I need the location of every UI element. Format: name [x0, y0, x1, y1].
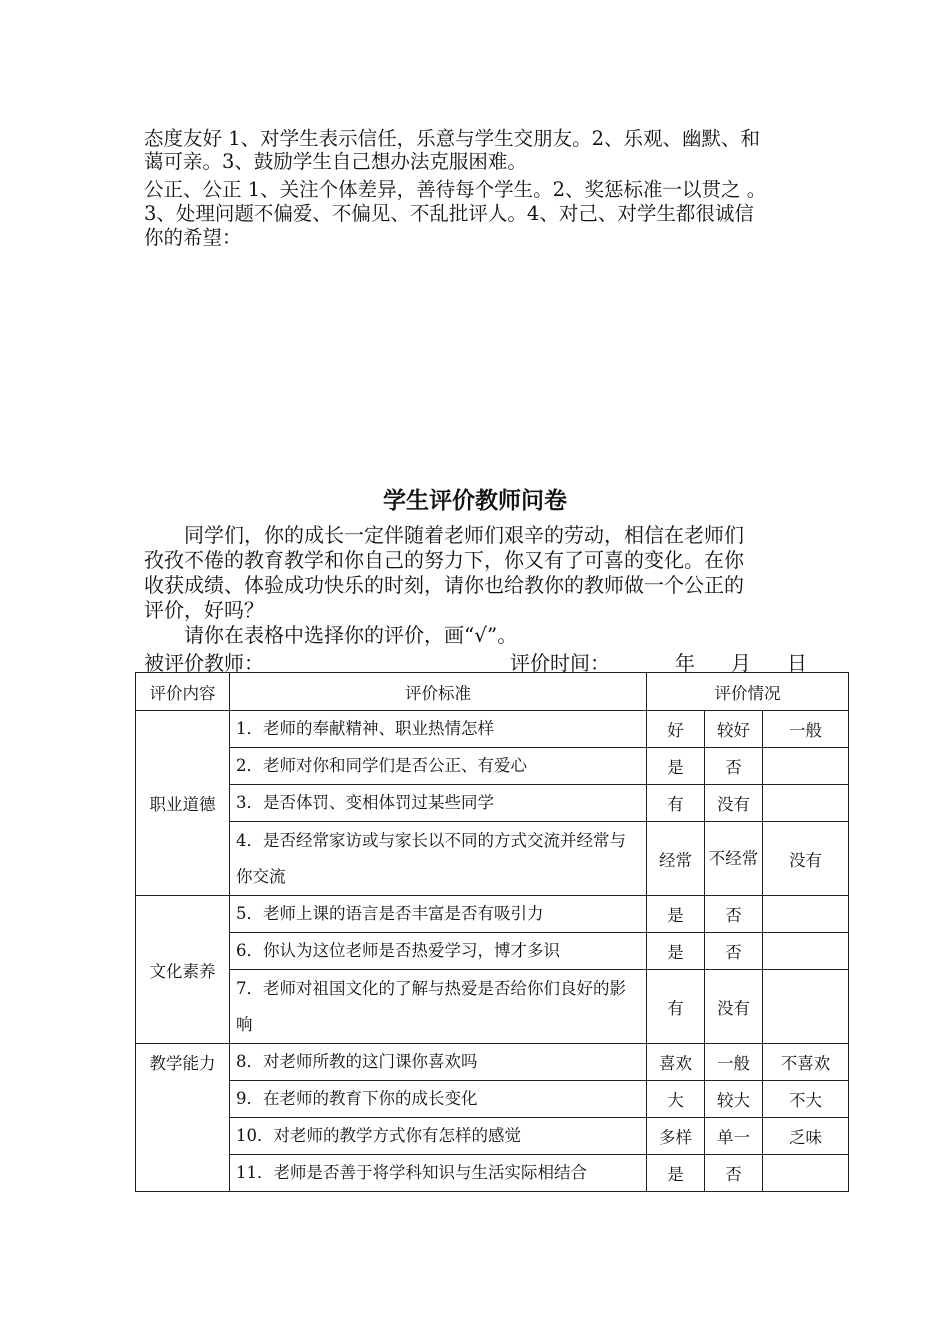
- criterion-cell: 5．老师上课的语言是否丰富是否有吸引力: [230, 896, 647, 933]
- option-cell[interactable]: 较大: [705, 1081, 763, 1118]
- option-cell[interactable]: 否: [705, 933, 763, 970]
- option-cell[interactable]: 是: [647, 748, 705, 785]
- table-row: [136, 711, 849, 748]
- time-label: 评价时间：: [510, 651, 610, 675]
- option-cell[interactable]: [763, 748, 849, 785]
- criterion-cell: 8．对老师所教的这门课你喜欢吗: [230, 1044, 647, 1081]
- option-cell[interactable]: [763, 933, 849, 970]
- survey-table: [135, 672, 849, 1192]
- option-cell[interactable]: 一般: [763, 711, 849, 748]
- intro-line: 同学们，你的成长一定伴随着老师们艰辛的劳动，相信在老师们: [144, 523, 744, 547]
- table-row: [136, 1044, 849, 1081]
- category-cell: 职业道德: [136, 711, 230, 896]
- option-cell[interactable]: 不喜欢: [763, 1044, 849, 1081]
- option-cell[interactable]: 有: [647, 785, 705, 822]
- option-cell[interactable]: 是: [647, 896, 705, 933]
- criterion-cell: 6．你认为这位老师是否热爱学习，博才多识: [230, 933, 647, 970]
- option-cell[interactable]: 单一: [705, 1118, 763, 1155]
- option-cell[interactable]: [763, 785, 849, 822]
- header-content: 评价内容: [136, 673, 230, 711]
- table-header-row: [136, 673, 849, 711]
- option-cell[interactable]: [763, 970, 849, 1044]
- option-cell[interactable]: 不大: [763, 1081, 849, 1118]
- option-cell[interactable]: 经常: [647, 822, 705, 896]
- header-criteria: 评价标准: [230, 673, 647, 711]
- month-label: 月: [731, 651, 751, 675]
- criterion-cell: 9．在老师的教育下你的成长变化: [230, 1081, 647, 1118]
- table-row: [136, 896, 849, 933]
- page-title: 学生评价教师问卷: [383, 487, 567, 514]
- option-cell[interactable]: [763, 896, 849, 933]
- option-cell[interactable]: 否: [705, 1155, 763, 1192]
- option-cell[interactable]: 好: [647, 711, 705, 748]
- option-cell[interactable]: 没有: [705, 785, 763, 822]
- criterion-cell: 3．是否体罚、变相体罚过某些同学: [230, 785, 647, 822]
- year-label: 年: [675, 651, 695, 675]
- table-row: [136, 1118, 849, 1155]
- option-cell[interactable]: 是: [647, 933, 705, 970]
- option-cell[interactable]: 有: [647, 970, 705, 1044]
- intro-line: 评价，好吗？: [144, 598, 264, 622]
- teacher-label: 被评价教师：: [144, 651, 264, 675]
- criterion-cell: 1．老师的奉献精神、职业热情怎样: [230, 711, 647, 748]
- table-row: [136, 933, 849, 970]
- text-line: 蔼可亲。3、鼓励学生自己想办法克服困难。: [144, 150, 527, 173]
- text-line: 3、处理问题不偏爱、不偏见、不乱批评人。4、对己、对学生都很诚信: [144, 202, 754, 225]
- category-cell: 文化素养: [136, 896, 230, 1044]
- option-cell[interactable]: 乏味: [763, 1118, 849, 1155]
- intro-line: 请你在表格中选择你的评价，画“√”。: [144, 623, 518, 647]
- table-row: [136, 748, 849, 785]
- criterion-cell: 7．老师对祖国文化的了解与热爱是否给你们良好的影响: [230, 970, 647, 1044]
- intro-line: 孜孜不倦的教育教学和你自己的努力下，你又有了可喜的变化。在你: [144, 548, 744, 572]
- option-cell[interactable]: 否: [705, 748, 763, 785]
- option-cell[interactable]: 没有: [705, 970, 763, 1044]
- text-line: 公正、公正 1、关注个体差异，善待每个学生。2、奖惩标准一以贯之 。: [144, 178, 767, 201]
- criterion-cell: 2．老师对你和同学们是否公正、有爱心: [230, 748, 647, 785]
- text-line: 你的希望：: [144, 226, 242, 249]
- option-cell[interactable]: 不经常: [705, 822, 763, 896]
- criterion-cell: 10．对老师的教学方式你有怎样的感觉: [230, 1118, 647, 1155]
- option-cell[interactable]: 是: [647, 1155, 705, 1192]
- option-cell[interactable]: 没有: [763, 822, 849, 896]
- header-rating: 评价情况: [647, 673, 849, 711]
- option-cell[interactable]: 多样: [647, 1118, 705, 1155]
- option-cell[interactable]: 喜欢: [647, 1044, 705, 1081]
- option-cell[interactable]: 较好: [705, 711, 763, 748]
- option-cell[interactable]: 一般: [705, 1044, 763, 1081]
- day-label: 日: [787, 651, 807, 675]
- table-row: [136, 785, 849, 822]
- table-row: [136, 822, 849, 896]
- criterion-cell: 11．老师是否善于将学科知识与生活实际相结合: [230, 1155, 647, 1192]
- option-cell[interactable]: 大: [647, 1081, 705, 1118]
- category-cell: 教学能力: [136, 1044, 230, 1192]
- table-row: [136, 1081, 849, 1118]
- text-line: 态度友好 1、对学生表示信任，乐意与学生交朋友。2、乐观、幽默、和: [144, 127, 761, 150]
- intro-line: 收获成绩、体验成功快乐的时刻，请你也给教你的教师做一个公正的: [144, 573, 744, 597]
- criterion-cell: 4．是否经常家访或与家长以不同的方式交流并经常与你交流: [230, 822, 647, 896]
- table-row: [136, 970, 849, 1044]
- option-cell[interactable]: [763, 1155, 849, 1192]
- option-cell[interactable]: 否: [705, 896, 763, 933]
- table-row: [136, 1155, 849, 1192]
